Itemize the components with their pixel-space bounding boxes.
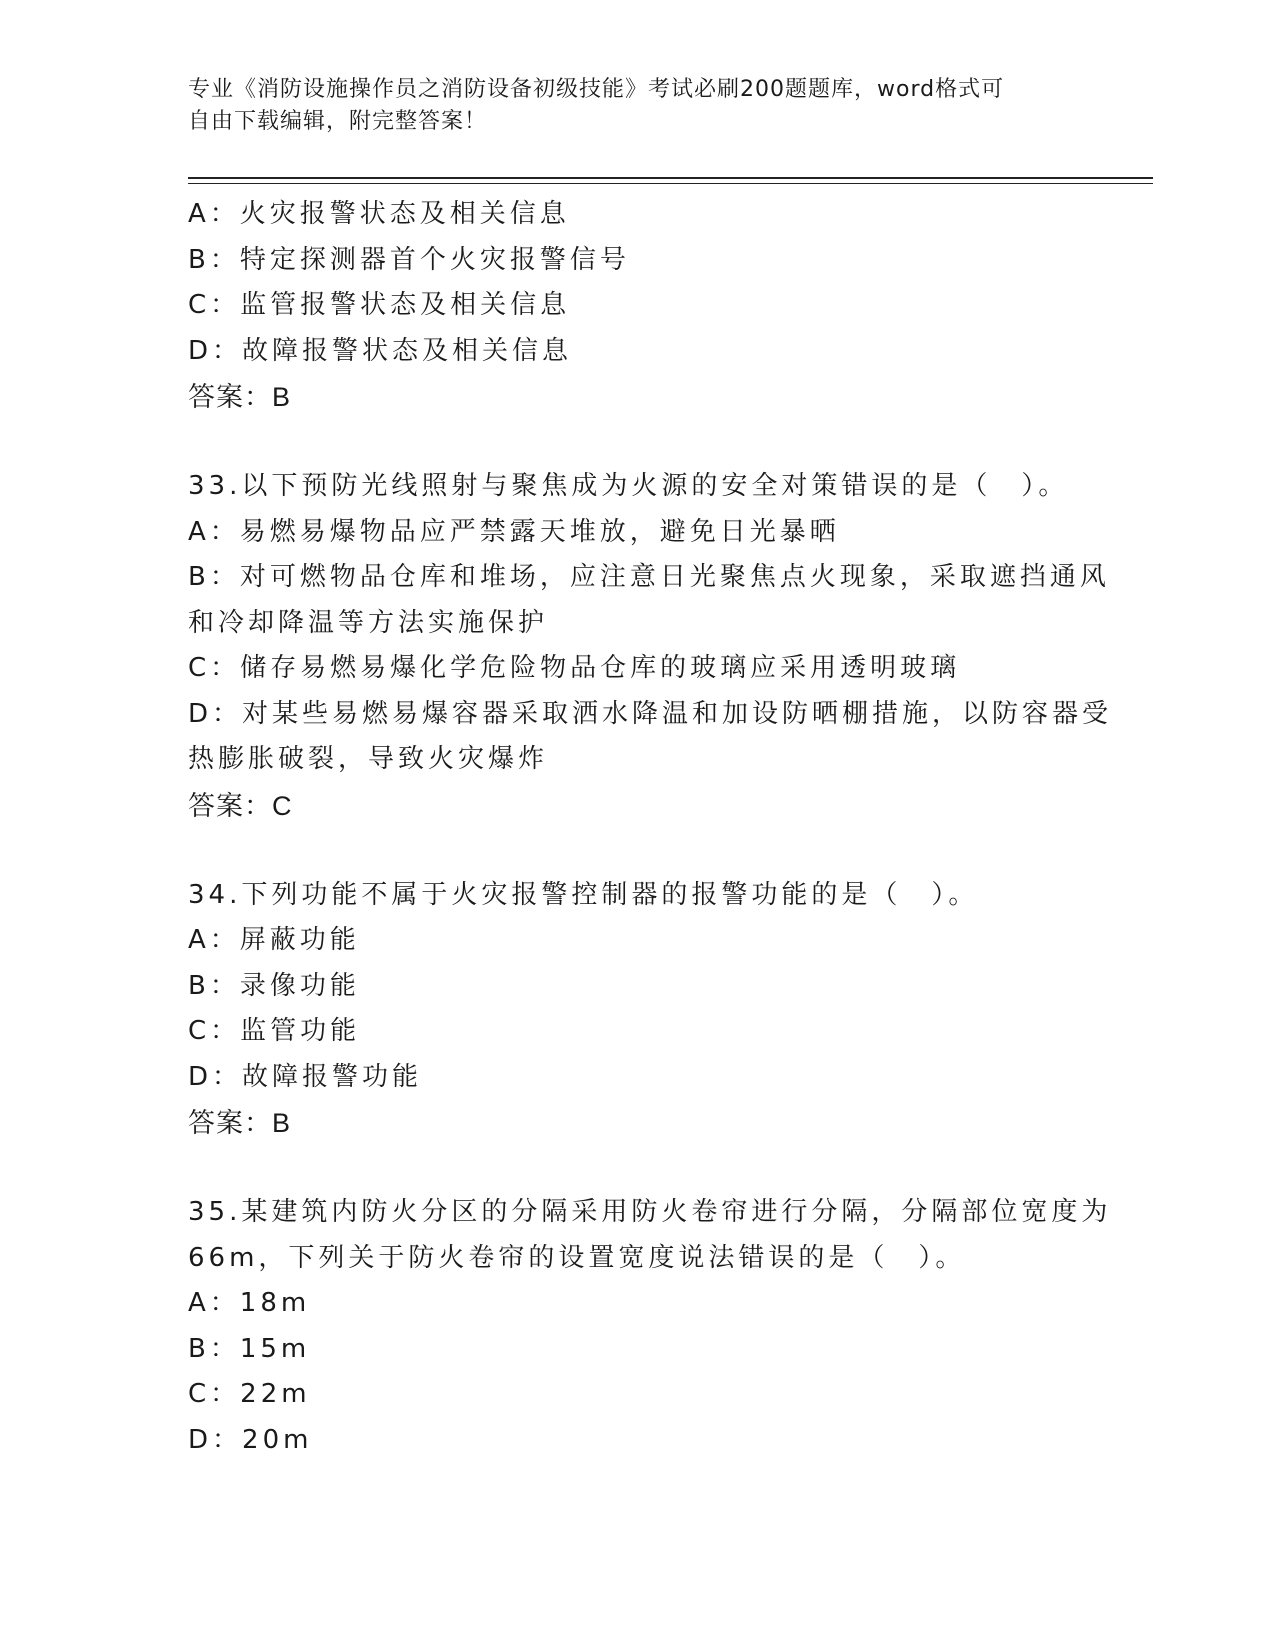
option-b: B：对可燃物品仓库和堆场，应注意日光聚焦点火现象，采取遮挡通风 (188, 562, 1110, 592)
option-d: D：对某些易燃易爆容器采取洒水降温和加设防晒棚措施，以防容器受 (188, 698, 1113, 729)
option-c: C：储存易燃易爆化学危险物品仓库的玻璃应采用透明玻璃 (188, 653, 961, 683)
question-block-34 (188, 873, 1088, 1147)
option-c: C：监管功能 (188, 1016, 361, 1046)
header-rule-thin (188, 183, 1153, 184)
option-a: A：屏蔽功能 (188, 925, 360, 955)
option-a: A：18m (188, 1288, 311, 1318)
header-line-2: 自由下载编辑，附完整答案！ (188, 109, 488, 134)
header-rule-thick (188, 177, 1153, 179)
option-a: A：火灾报警状态及相关信息 (188, 199, 570, 229)
question-block-33 (188, 464, 1113, 829)
question-stem: 35.某建筑内防火分区的分隔采用防火卷帘进行分隔，分隔部位宽度为 (188, 1197, 1112, 1227)
question-block-32 (188, 192, 1088, 420)
answer-line: 答案：B (188, 1108, 292, 1138)
option-b: B：特定探测器首个火灾报警信号 (188, 244, 630, 275)
question-block-35 (188, 1190, 1112, 1463)
option-c: C：监管报警状态及相关信息 (188, 290, 571, 320)
answer-line: 答案：B (188, 382, 292, 412)
option-a: A：易燃易爆物品应严禁露天堆放，避免日光暴晒 (188, 516, 840, 547)
option-b: B：录像功能 (188, 970, 360, 1001)
question-stem: 33.以下预防光线照射与聚焦成为火源的安全对策错误的是（ ）。 (188, 471, 1069, 501)
option-d-cont: 热膨胀破裂，导致火灾爆炸 (188, 744, 549, 774)
option-c: C：22m (188, 1379, 311, 1409)
option-b: B：15m (188, 1333, 311, 1364)
question-stem: 34.下列功能不属于火灾报警控制器的报警功能的是（ ）。 (188, 879, 979, 910)
option-d: D：故障报警状态及相关信息 (188, 335, 573, 366)
question-list (188, 192, 1113, 1463)
header-line-1: 专业《消防设施操作员之消防设备初级技能》考试必刷200题题库，word格式可 (188, 77, 1005, 102)
option-d: D：20m (188, 1424, 313, 1455)
question-stem-cont: 66m，下列关于防火卷帘的设置宽度说法错误的是（ ）。 (188, 1242, 966, 1273)
answer-line: 答案：C (188, 790, 293, 821)
option-d: D：故障报警功能 (188, 1061, 423, 1092)
document-header (188, 74, 1088, 138)
option-b-cont: 和冷却降温等方法实施保护 (188, 607, 549, 638)
